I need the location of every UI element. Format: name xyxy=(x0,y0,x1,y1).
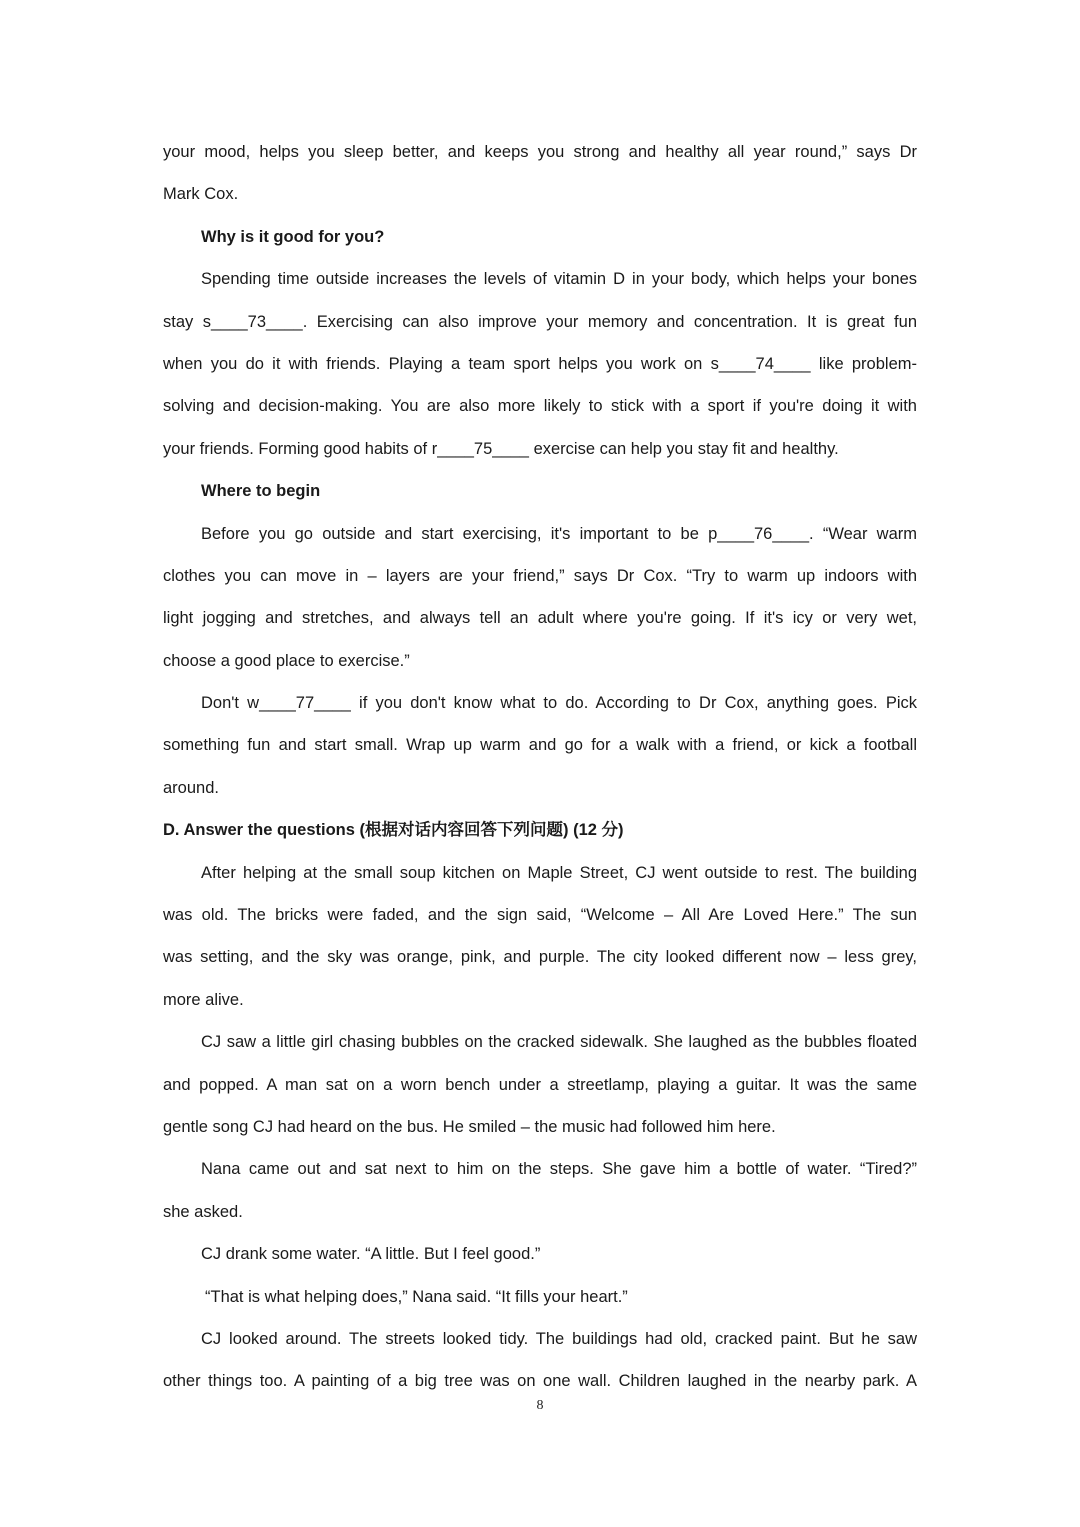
paragraph-line: Spending time outside increases the levels of vitamin D in your body, which helps your bones xyxy=(201,270,917,289)
page-number: 8 xyxy=(536,1398,544,1413)
paragraph-line: and popped. A man sat on a worn bench under a streetlamp, playing a guitar. It was the same xyxy=(163,1075,917,1094)
paragraph-line: CJ looked around. The streets looked tidy. The buildings had old, cracked paint. But he saw xyxy=(201,1329,917,1348)
paragraph-line: around. xyxy=(163,778,219,797)
paragraph-line: After helping at the small soup kitchen on Maple Street, CJ went outside to rest. The building xyxy=(201,863,917,882)
paragraph-line-blank-73: stay s____73____. Exercising can also improve your memory and concentration. It is great fun xyxy=(163,312,917,331)
paragraph-line: clothes you can move in – layers are your friend,” says Dr Cox. “Try to warm up indoors with xyxy=(163,566,917,585)
paragraph-line: light jogging and stretches, and always tell an adult where you're going. If it's icy or very wet, xyxy=(163,609,917,628)
paragraph-line-blank-77: Don't w____77____ if you don't know what to do. According to Dr Cox, anything goes. Pick xyxy=(201,694,917,713)
section-heading: Where to begin xyxy=(201,482,321,501)
paragraph-line-blank-76: Before you go outside and start exercising, it's important to be p____76____. “Wear warm xyxy=(201,524,917,543)
section-d-heading: D. Answer the questions (根据对话内容回答下列问题) (12 分) xyxy=(163,821,624,840)
section-heading: Why is it good for you? xyxy=(201,227,385,246)
paragraph-line-blank-75: your friends. Forming good habits of r____75____ exercise can help you stay fit and healthy. xyxy=(163,439,839,458)
paragraph-line: was old. The bricks were faded, and the sign said, “Welcome – All Are Loved Here.” The sun xyxy=(163,906,917,925)
paragraph-line: solving and decision-making. You are also more likely to stick with a sport if you're doing it with xyxy=(163,397,917,416)
paragraph-line: Mark Cox. xyxy=(163,185,239,204)
paragraph-line: choose a good place to exercise.” xyxy=(163,651,410,670)
paragraph-line: CJ saw a little girl chasing bubbles on the cracked sidewalk. She laughed as the bubbles floated xyxy=(201,1033,917,1052)
paragraph-line-blank-74: when you do it with friends. Playing a team sport helps you work on s____74____ like problem- xyxy=(163,354,917,373)
paragraph-line: was setting, and the sky was orange, pink, and purple. The city looked different now – less grey, xyxy=(163,948,917,967)
paragraph-line: something fun and start small. Wrap up warm and go for a walk with a friend, or kick a football xyxy=(163,736,917,755)
paragraph-line: more alive. xyxy=(163,990,244,1009)
document-page xyxy=(163,131,917,1403)
paragraph-line: Nana came out and sat next to him on the steps. She gave him a bottle of water. “Tired?” xyxy=(201,1160,917,1179)
paragraph-line: your mood, helps you sleep better, and keeps you strong and healthy all year round,” says Dr xyxy=(163,143,917,161)
paragraph-line: other things too. A painting of a big tree was on one wall. Children laughed in the nearby park. A xyxy=(163,1372,917,1391)
dialogue-line: CJ drank some water. “A little. But I feel good.” xyxy=(201,1245,541,1264)
paragraph-line: she asked. xyxy=(163,1202,243,1221)
dialogue-line: “That is what helping does,” Nana said. “It fills your heart.” xyxy=(205,1287,628,1306)
paragraph-line: gentle song CJ had heard on the bus. He smiled – the music had followed him here. xyxy=(163,1117,776,1136)
